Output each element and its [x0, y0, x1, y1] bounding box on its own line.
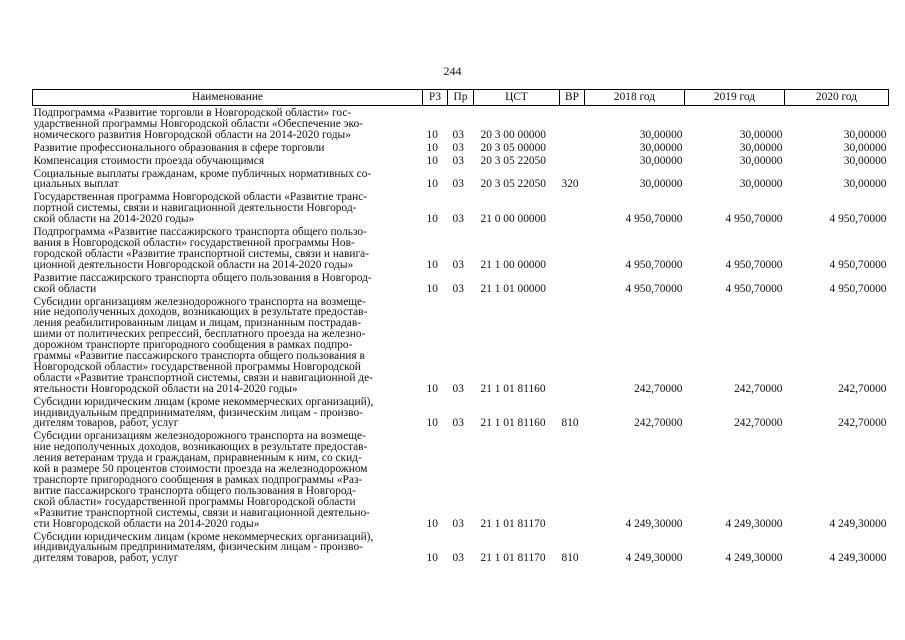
row-value-2019: 4 249,30000	[725, 517, 783, 530]
row-vr: 320	[561, 178, 579, 191]
row-value-2020: 30,00000	[843, 141, 887, 154]
row-pr: 03	[452, 154, 464, 167]
row-value-2020: 4 249,30000	[829, 552, 887, 565]
row-rz: 10	[426, 282, 438, 295]
row-cst: 20 3 05 22050	[480, 154, 546, 167]
table-row	[33, 271, 889, 295]
row-value-2020: 242,70000	[838, 382, 887, 395]
table-row	[33, 429, 889, 529]
row-vr	[560, 271, 585, 295]
row-value-2019: 30,00000	[739, 128, 783, 141]
row-value-2018: 30,00000	[639, 128, 683, 141]
header-name: Наименование	[33, 90, 423, 106]
row-pr: 03	[452, 258, 464, 271]
row-cst: 21 1 01 81170	[480, 552, 546, 565]
row-pr: 03	[452, 141, 464, 154]
row-value-2020: 4 950,70000	[829, 258, 887, 271]
table-row	[33, 225, 889, 271]
row-value-2019: 30,00000	[739, 178, 783, 191]
row-value-2019: 4 950,70000	[725, 282, 783, 295]
page-number: 244	[443, 64, 462, 78]
row-rz: 10	[426, 552, 438, 565]
row-pr: 03	[452, 552, 464, 565]
row-name: Государственная программа Новгородской области «Развитие транс- портной системы, связи и навигационной деятельности Новгород- ской области на 2014-2020 годы»	[33, 191, 368, 226]
row-cst: 20 3 00 00000	[480, 128, 546, 141]
row-value-2018: 4 950,70000	[625, 213, 683, 226]
table-row	[33, 395, 889, 430]
row-cst: 20 3 05 00000	[480, 141, 546, 154]
header-pr: Пр	[448, 90, 474, 106]
row-name: Развитие пассажирского транспорта общего пользования в Новгород- ской области	[33, 271, 372, 295]
header-2019: 2019 год	[685, 90, 785, 106]
row-value-2020: 4 950,70000	[829, 282, 887, 295]
row-name: Подпрограмма «Развитие торговли в Новгородской области» гос- ударственной программы Новгородской области «Обеспечение эко- номического развития Новгородской области на 2014-2020 годы»	[33, 107, 363, 141]
row-name: Субсидии юридическим лицам (кроме некоммерческих организаций), индивидуальным предпринимателям, физическим лицам - произво- дителям товаров, работ, услуг	[33, 395, 374, 430]
row-value-2019: 30,00000	[739, 141, 783, 154]
row-vr	[560, 295, 585, 395]
row-value-2020: 30,00000	[843, 178, 887, 191]
row-value-2019: 4 249,30000	[725, 552, 783, 565]
row-cst: 21 1 01 81160	[480, 417, 546, 430]
header-vr: ВР	[560, 90, 585, 106]
row-value-2018: 4 950,70000	[625, 282, 683, 295]
row-value-2019: 4 950,70000	[725, 258, 783, 271]
table-header-row	[33, 90, 889, 106]
row-value-2018: 30,00000	[639, 141, 683, 154]
table-row	[33, 106, 889, 141]
table-row	[33, 141, 889, 154]
row-value-2018: 4 950,70000	[625, 258, 683, 271]
row-value-2018: 242,70000	[634, 417, 683, 430]
row-pr: 03	[452, 282, 464, 295]
row-value-2020: 242,70000	[838, 417, 887, 430]
row-pr: 03	[452, 417, 464, 430]
row-rz: 10	[426, 178, 438, 191]
row-vr	[560, 225, 585, 271]
row-rz: 10	[426, 141, 438, 154]
row-cst: 21 0 00 00000	[480, 213, 546, 226]
row-value-2020: 4 950,70000	[829, 213, 887, 226]
table-row	[33, 295, 889, 395]
row-vr	[560, 141, 585, 154]
row-pr: 03	[452, 517, 464, 530]
row-cst: 21 1 01 81160	[480, 382, 546, 395]
table-row	[33, 190, 889, 225]
row-rz: 10	[426, 382, 438, 395]
row-vr	[560, 190, 585, 225]
row-value-2019: 4 950,70000	[725, 213, 783, 226]
row-value-2019: 242,70000	[734, 417, 783, 430]
row-name: Социальные выплаты гражданам, кроме публичных нормативных со- циальных выплат	[33, 167, 372, 191]
row-pr: 03	[452, 382, 464, 395]
row-vr: 810	[561, 552, 579, 565]
row-rz: 10	[426, 154, 438, 167]
row-cst: 21 1 01 81170	[480, 517, 546, 530]
row-value-2019: 30,00000	[739, 154, 783, 167]
row-value-2020: 30,00000	[843, 128, 887, 141]
row-name: Субсидии юридическим лицам (кроме некоммерческих организаций), индивидуальным предпринимателям, физическим лицам - произво- дителям товаров, работ, услуг	[33, 530, 374, 565]
row-rz: 10	[426, 213, 438, 226]
row-name: Субсидии организациям железнодорожного транспорта на возмеще- ние недополученных доходов, возникающих в результате предостав- ления реабилитированным лицам и лицам, признанным пострадав- шими от политических репрессий, бесплатного проезда на железно- дорожном транспорте пригородного сообщения в рамках подпро- граммы «Развитие пассажирского транспорта общего пользования в Новгородской области» государственной программы Новгородской области «Развитие транспортной системы, связи и навигационной де- ятельности Новгородской области на 2014-2020 годы»	[33, 295, 373, 395]
table-row	[33, 167, 889, 191]
header-2018: 2018 год	[585, 90, 685, 106]
row-value-2018: 242,70000	[634, 382, 683, 395]
row-value-2018: 4 249,30000	[625, 517, 683, 530]
budget-table	[32, 89, 889, 564]
row-value-2018: 30,00000	[639, 178, 683, 191]
row-name: Подпрограмма «Развитие пассажирского транспорта общего пользо- вания в Новгородской области» государственной программы Нов- городской области «Развитие транспортной системы, связи и навига- ционной деятельности Новгородской области на 2014-2020 годы»	[33, 226, 369, 271]
row-value-2020: 4 249,30000	[829, 517, 887, 530]
table-row	[33, 530, 889, 565]
row-vr	[560, 429, 585, 529]
header-cst: ЦСТ	[474, 90, 560, 106]
row-value-2020: 30,00000	[843, 154, 887, 167]
row-vr	[560, 106, 585, 141]
row-pr: 03	[452, 213, 464, 226]
row-rz: 10	[426, 128, 438, 141]
row-vr: 810	[561, 417, 579, 430]
row-value-2018: 4 249,30000	[625, 552, 683, 565]
table-row	[33, 154, 889, 167]
row-cst: 21 1 01 00000	[480, 282, 546, 295]
row-name: Развитие профессионального образования в сфере торговли	[33, 141, 325, 154]
row-rz: 10	[426, 258, 438, 271]
row-cst: 20 3 05 22050	[480, 178, 546, 191]
row-cst: 21 1 00 00000	[480, 258, 546, 271]
row-name: Компенсация стоимости проезда обучающимся	[33, 154, 265, 167]
row-rz: 10	[426, 417, 438, 430]
header-2020: 2020 год	[785, 90, 889, 106]
row-pr: 03	[452, 178, 464, 191]
row-name: Субсидии организациям железнодорожного транспорта на возмеще- ние недополученных доходов, возникающих в результате предостав- ления ветеранам труда и гражданам, приравненным к ним, со скид- кой в размере 50 процентов стоимости проезда на железнодорожном транспорте пригородного сообщения в рамках подпрограммы «Раз- витие пассажирского транспорта общего пользования в Новгород- ской области» государственной программы Новгородской области «Развитие транспортной системы, связи и навигационной деятельно- сти Новгородской области на 2014-2020 годы»	[33, 430, 370, 530]
row-value-2019: 242,70000	[734, 382, 783, 395]
row-value-2018: 30,00000	[639, 154, 683, 167]
header-rz: РЗ	[423, 90, 448, 106]
row-rz: 10	[426, 517, 438, 530]
row-vr	[560, 154, 585, 167]
row-pr: 03	[452, 128, 464, 141]
